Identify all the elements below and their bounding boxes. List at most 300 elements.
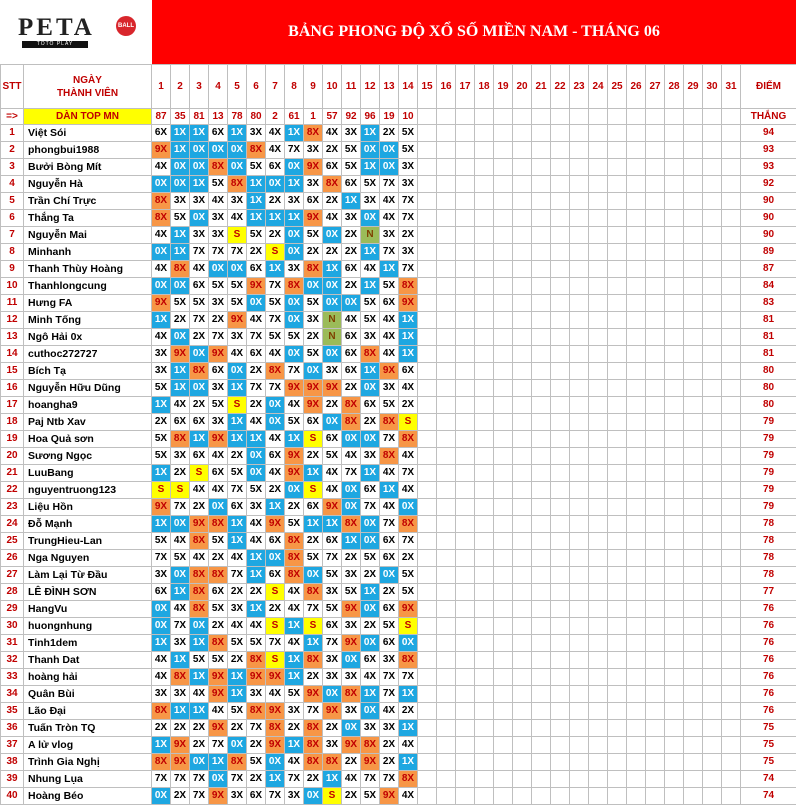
result-cell: 0X: [190, 159, 209, 176]
row-score: 81: [741, 312, 796, 329]
result-cell: [494, 652, 513, 669]
result-cell: 4X: [152, 652, 171, 669]
result-cell: [722, 176, 741, 193]
result-cell: 1X: [152, 635, 171, 652]
result-cell: 7X: [190, 771, 209, 788]
result-cell: [513, 584, 532, 601]
result-cell: 5X: [209, 652, 228, 669]
result-cell: [494, 125, 513, 142]
result-cell: 1X: [304, 635, 323, 652]
result-cell: [418, 550, 437, 567]
result-cell: [722, 414, 741, 431]
row-score: 78: [741, 550, 796, 567]
result-cell: 1X: [361, 465, 380, 482]
result-cell: 5X: [399, 567, 418, 584]
result-cell: [494, 176, 513, 193]
row-stt: 36: [1, 720, 24, 737]
row-stt: 26: [1, 550, 24, 567]
row-stt: 38: [1, 754, 24, 771]
result-cell: 6X: [304, 499, 323, 516]
result-cell: [722, 227, 741, 244]
result-cell: [722, 499, 741, 516]
result-cell: [589, 176, 608, 193]
result-cell: 4X: [171, 533, 190, 550]
result-cell: [589, 584, 608, 601]
result-cell: [532, 295, 551, 312]
result-cell: 5X: [380, 618, 399, 635]
top-score: THẮNG: [741, 109, 796, 125]
result-cell: 1X: [266, 771, 285, 788]
result-cell: 2X: [247, 244, 266, 261]
result-cell: [475, 244, 494, 261]
result-cell: [532, 244, 551, 261]
result-cell: 8X: [399, 771, 418, 788]
result-cell: 2X: [266, 601, 285, 618]
result-cell: [513, 737, 532, 754]
result-cell: [627, 125, 646, 142]
result-cell: [437, 499, 456, 516]
member-name: Ngô Hải 0x: [24, 329, 152, 346]
result-cell: [418, 703, 437, 720]
result-cell: [608, 261, 627, 278]
top-value: [551, 109, 570, 125]
result-cell: 9X: [342, 635, 361, 652]
result-cell: [589, 142, 608, 159]
result-cell: [437, 278, 456, 295]
result-cell: [608, 380, 627, 397]
result-cell: 0X: [361, 635, 380, 652]
result-cell: [551, 635, 570, 652]
result-cell: 1X: [247, 176, 266, 193]
member-name: Thanh Dat: [24, 652, 152, 669]
result-cell: [437, 397, 456, 414]
result-cell: [570, 533, 589, 550]
result-cell: 9X: [285, 465, 304, 482]
result-cell: 0X: [285, 312, 304, 329]
result-cell: 5X: [171, 550, 190, 567]
result-cell: 0X: [228, 159, 247, 176]
top-value: 61: [285, 109, 304, 125]
result-cell: 0X: [209, 142, 228, 159]
result-cell: [570, 397, 589, 414]
result-cell: [570, 482, 589, 499]
result-cell: [589, 431, 608, 448]
result-cell: 1X: [228, 669, 247, 686]
result-cell: 7X: [190, 312, 209, 329]
result-cell: [418, 125, 437, 142]
result-cell: 1X: [171, 380, 190, 397]
result-cell: [608, 244, 627, 261]
result-cell: [475, 584, 494, 601]
result-cell: 1X: [285, 669, 304, 686]
result-cell: 2X: [266, 227, 285, 244]
result-cell: [475, 125, 494, 142]
result-cell: 1X: [285, 125, 304, 142]
result-cell: [627, 448, 646, 465]
member-name: Nguyễn Mai: [24, 227, 152, 244]
result-cell: 2X: [247, 737, 266, 754]
table-row: [1, 397, 796, 414]
result-cell: [570, 227, 589, 244]
result-cell: [513, 567, 532, 584]
result-cell: [437, 414, 456, 431]
result-cell: [665, 448, 684, 465]
result-cell: [513, 159, 532, 176]
result-cell: 0X: [266, 754, 285, 771]
result-cell: [627, 618, 646, 635]
result-cell: [513, 227, 532, 244]
result-cell: 1X: [361, 686, 380, 703]
result-cell: [665, 703, 684, 720]
result-cell: 0X: [190, 380, 209, 397]
result-cell: [684, 669, 703, 686]
result-cell: [551, 499, 570, 516]
result-cell: [532, 346, 551, 363]
result-cell: 4X: [323, 482, 342, 499]
result-cell: 9X: [209, 346, 228, 363]
result-cell: 9X: [342, 737, 361, 754]
result-cell: [703, 669, 722, 686]
row-score: 78: [741, 567, 796, 584]
result-cell: 1X: [152, 737, 171, 754]
result-cell: [418, 482, 437, 499]
result-cell: [665, 516, 684, 533]
result-cell: [570, 346, 589, 363]
result-cell: 5X: [399, 584, 418, 601]
table-row: [1, 754, 796, 771]
result-cell: [437, 346, 456, 363]
result-cell: [722, 346, 741, 363]
result-cell: [703, 397, 722, 414]
top-value: 80: [247, 109, 266, 125]
result-cell: [722, 550, 741, 567]
result-cell: S: [190, 465, 209, 482]
result-cell: 5X: [152, 533, 171, 550]
result-cell: [418, 635, 437, 652]
result-cell: [646, 703, 665, 720]
result-cell: 1X: [285, 652, 304, 669]
result-cell: [608, 176, 627, 193]
result-cell: 7X: [380, 516, 399, 533]
member-name: Paj Ntb Xav: [24, 414, 152, 431]
result-cell: [646, 193, 665, 210]
result-cell: [684, 278, 703, 295]
result-cell: 1X: [323, 516, 342, 533]
table-row: [1, 516, 796, 533]
top-value: [703, 109, 722, 125]
result-cell: [703, 227, 722, 244]
result-cell: [456, 363, 475, 380]
result-cell: 1X: [323, 771, 342, 788]
result-cell: 2X: [228, 584, 247, 601]
result-cell: [608, 448, 627, 465]
result-cell: 3X: [228, 329, 247, 346]
result-cell: [418, 788, 437, 805]
result-cell: [437, 142, 456, 159]
result-cell: 1X: [228, 414, 247, 431]
header-day: 18: [475, 65, 494, 109]
row-stt: 33: [1, 669, 24, 686]
header-day: 10: [323, 65, 342, 109]
result-cell: [513, 652, 532, 669]
result-cell: 0X: [323, 414, 342, 431]
result-cell: 5X: [304, 227, 323, 244]
result-cell: [722, 431, 741, 448]
result-cell: [627, 159, 646, 176]
result-cell: [646, 567, 665, 584]
result-cell: 9X: [399, 601, 418, 618]
result-cell: [532, 482, 551, 499]
result-cell: 5X: [323, 448, 342, 465]
result-cell: 6X: [342, 176, 361, 193]
result-cell: [475, 414, 494, 431]
result-cell: [494, 754, 513, 771]
result-cell: [418, 312, 437, 329]
result-cell: 0X: [304, 278, 323, 295]
result-cell: [703, 295, 722, 312]
row-stt: 30: [1, 618, 24, 635]
result-cell: 6X: [190, 414, 209, 431]
result-cell: [570, 516, 589, 533]
result-cell: [551, 278, 570, 295]
result-cell: [684, 363, 703, 380]
result-cell: [551, 159, 570, 176]
result-cell: 1X: [247, 210, 266, 227]
result-cell: [494, 771, 513, 788]
result-cell: 0X: [361, 142, 380, 159]
row-stt: 6: [1, 210, 24, 227]
result-cell: 4X: [399, 380, 418, 397]
row-score: 80: [741, 363, 796, 380]
result-cell: 0X: [152, 601, 171, 618]
table-row: [1, 125, 796, 142]
table-row: [1, 686, 796, 703]
result-cell: [570, 737, 589, 754]
result-cell: [627, 210, 646, 227]
result-cell: 8X: [342, 397, 361, 414]
result-cell: [456, 176, 475, 193]
result-cell: 3X: [228, 601, 247, 618]
row-score: 76: [741, 618, 796, 635]
result-cell: 2X: [380, 737, 399, 754]
result-cell: [608, 278, 627, 295]
result-cell: [608, 516, 627, 533]
result-cell: 8X: [190, 533, 209, 550]
result-cell: [684, 125, 703, 142]
result-cell: 0X: [342, 720, 361, 737]
top-arrow: =>: [1, 109, 24, 125]
result-cell: [684, 499, 703, 516]
result-cell: 4X: [323, 125, 342, 142]
member-name: Thắng Ta: [24, 210, 152, 227]
result-cell: 1X: [399, 686, 418, 703]
result-cell: 4X: [380, 499, 399, 516]
result-cell: [551, 210, 570, 227]
result-cell: 0X: [190, 754, 209, 771]
result-cell: [608, 312, 627, 329]
result-cell: [646, 737, 665, 754]
table-row: [1, 312, 796, 329]
result-cell: 2X: [171, 788, 190, 805]
result-cell: [589, 754, 608, 771]
result-cell: 0X: [266, 397, 285, 414]
table-row: [1, 431, 796, 448]
result-cell: [665, 584, 684, 601]
result-cell: [475, 295, 494, 312]
result-cell: [475, 567, 494, 584]
result-cell: [437, 176, 456, 193]
result-cell: [494, 482, 513, 499]
result-cell: 4X: [228, 210, 247, 227]
row-score: 78: [741, 533, 796, 550]
row-stt: 23: [1, 499, 24, 516]
result-cell: 2X: [190, 499, 209, 516]
result-cell: [627, 516, 646, 533]
result-cell: [494, 720, 513, 737]
result-cell: 3X: [323, 737, 342, 754]
result-cell: 5X: [323, 601, 342, 618]
result-cell: 8X: [228, 754, 247, 771]
result-cell: [418, 159, 437, 176]
result-cell: [513, 482, 532, 499]
result-cell: 0X: [380, 142, 399, 159]
result-cell: [589, 550, 608, 567]
result-cell: [646, 363, 665, 380]
result-cell: 1X: [152, 397, 171, 414]
result-cell: 2X: [323, 720, 342, 737]
result-cell: 8X: [171, 431, 190, 448]
result-cell: 1X: [171, 125, 190, 142]
result-cell: [608, 482, 627, 499]
top-value: 87: [152, 109, 171, 125]
result-cell: [665, 669, 684, 686]
member-name: Sương Ngọc: [24, 448, 152, 465]
result-cell: [684, 210, 703, 227]
result-cell: 5X: [228, 635, 247, 652]
header-day: 2: [171, 65, 190, 109]
result-cell: 9X: [304, 397, 323, 414]
header-day: 21: [532, 65, 551, 109]
result-cell: 3X: [304, 142, 323, 159]
result-cell: 3X: [190, 227, 209, 244]
result-cell: 2X: [209, 550, 228, 567]
result-cell: [570, 584, 589, 601]
result-cell: [722, 193, 741, 210]
result-cell: [570, 363, 589, 380]
result-cell: [722, 584, 741, 601]
result-cell: 3X: [209, 210, 228, 227]
result-cell: [703, 686, 722, 703]
result-cell: 5X: [209, 397, 228, 414]
result-cell: 0X: [190, 210, 209, 227]
result-cell: [665, 346, 684, 363]
top-value: 13: [209, 109, 228, 125]
result-cell: [627, 754, 646, 771]
result-cell: 6X: [266, 448, 285, 465]
result-cell: 1X: [361, 244, 380, 261]
result-cell: S: [266, 584, 285, 601]
result-cell: [513, 516, 532, 533]
result-cell: [665, 244, 684, 261]
result-cell: [551, 601, 570, 618]
result-cell: [646, 533, 665, 550]
member-name: Bưởi Bòng Mít: [24, 159, 152, 176]
result-cell: 1X: [171, 703, 190, 720]
result-cell: 9X: [285, 380, 304, 397]
result-cell: 5X: [209, 278, 228, 295]
result-cell: 6X: [380, 601, 399, 618]
result-cell: [646, 142, 665, 159]
result-cell: [722, 652, 741, 669]
result-cell: 7X: [152, 550, 171, 567]
result-cell: [532, 397, 551, 414]
result-cell: [494, 159, 513, 176]
result-cell: 2X: [399, 550, 418, 567]
result-cell: 4X: [380, 703, 399, 720]
result-cell: 1X: [266, 261, 285, 278]
result-cell: [494, 193, 513, 210]
result-cell: [608, 414, 627, 431]
result-cell: 1X: [171, 363, 190, 380]
result-cell: [589, 363, 608, 380]
result-cell: 1X: [361, 278, 380, 295]
result-cell: [437, 703, 456, 720]
member-name: Liệu Hồn: [24, 499, 152, 516]
result-cell: 7X: [190, 788, 209, 805]
result-cell: [418, 261, 437, 278]
result-cell: 4X: [361, 261, 380, 278]
header-day: 29: [684, 65, 703, 109]
result-cell: 5X: [247, 482, 266, 499]
result-cell: 1X: [190, 176, 209, 193]
table-row: [1, 618, 796, 635]
result-cell: 7X: [380, 431, 399, 448]
result-cell: 7X: [399, 193, 418, 210]
result-cell: 2X: [380, 125, 399, 142]
result-cell: 1X: [380, 482, 399, 499]
result-cell: S: [304, 431, 323, 448]
result-cell: [570, 652, 589, 669]
member-name: Minh Tống: [24, 312, 152, 329]
result-cell: 1X: [380, 261, 399, 278]
row-score: 94: [741, 125, 796, 142]
result-cell: 9X: [209, 686, 228, 703]
member-name: Hoa Quả sơn: [24, 431, 152, 448]
result-cell: [551, 550, 570, 567]
result-cell: [570, 329, 589, 346]
header-day: 17: [456, 65, 475, 109]
result-cell: [494, 737, 513, 754]
header-day: 4: [209, 65, 228, 109]
result-cell: 6X: [247, 261, 266, 278]
member-name: Trần Chí Trực: [24, 193, 152, 210]
result-cell: [722, 295, 741, 312]
row-score: 79: [741, 431, 796, 448]
result-cell: 6X: [380, 550, 399, 567]
result-cell: [418, 533, 437, 550]
result-cell: 6X: [266, 533, 285, 550]
row-stt: 11: [1, 295, 24, 312]
result-cell: 8X: [209, 159, 228, 176]
result-cell: 3X: [209, 295, 228, 312]
result-cell: 5X: [247, 754, 266, 771]
header-day: 26: [627, 65, 646, 109]
result-cell: 9X: [266, 737, 285, 754]
result-cell: [627, 499, 646, 516]
result-cell: [703, 329, 722, 346]
result-cell: [513, 601, 532, 618]
table-row: [1, 244, 796, 261]
